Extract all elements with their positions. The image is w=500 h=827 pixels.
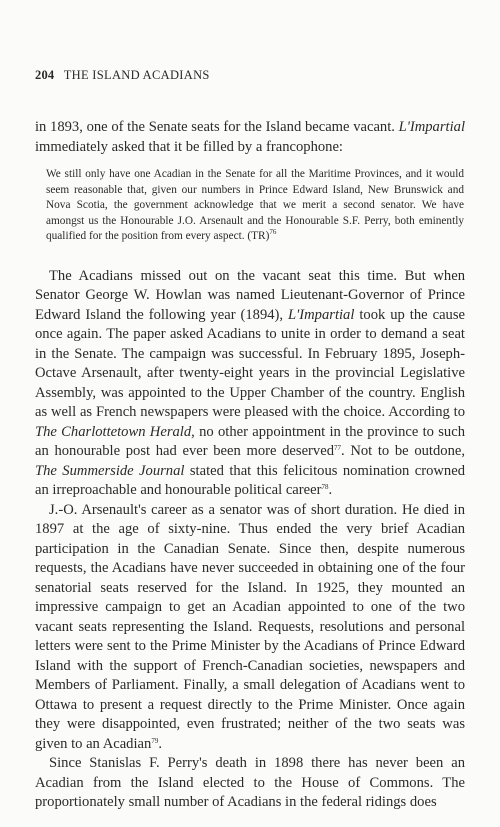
paragraph-4 [35, 754, 465, 813]
footnote-ref: 76 [269, 228, 277, 237]
newspaper-title: The Summerside Journal [35, 462, 185, 479]
body-text [35, 118, 465, 813]
text-run: . [328, 482, 333, 499]
text-run: stated that this felicitous nomination crowned an irreproachable and honourable political career [35, 462, 465, 499]
paragraph-gap [35, 257, 465, 267]
text-run: . Not to be outdone, [341, 443, 465, 460]
paragraph-2 [35, 267, 465, 501]
text-run: J.-O. Arsenault's career as a senator was of short duration. He died in 1897 at the age of sixty-nine. Thus ended the very brief Acadian participation in the Canadian Senate. Since then, despite numerous requests, the Acadians have never succeeded in obtaining one of the four senatorial seats reserved for the Island. In 1925, they mounted an impressive campaign to get an Acadian appointed to one of the two vacant seats representing the Island. Requests, resolutions and personal letters were sent to the Prime Minister by the Acadians of Prince Edward Island with the support of French-Canadian societies, newspapers and Members of Parliament. Finally, a small delegation of Acadians went to Ottawa to present a request directly to the Prime Minister. Once again they were disappointed, even frustrated; neither of the two seats was given to an Acadian [35, 501, 465, 752]
text-run: took up the cause once again. The paper asked Acadians to unite in order to demand a seat in the Senate. The campaign was successful. In February 1895, Joseph-Octave Arsenault, after twenty-eight years in the provincial Legislative Assembly, was appointed to the Upper Chamber of the country. English as well as French newspapers were pleased with the choice. According to [35, 306, 466, 421]
text-run: . [158, 735, 162, 752]
paragraph-3 [35, 501, 465, 755]
text-run: , no other appointment in the province to such an honourable post had ever been more deserved [35, 423, 466, 460]
running-title: THE ISLAND ACADIANS [63, 68, 210, 82]
text-run: immediately asked that it be filled by a francophone: [35, 138, 343, 155]
paragraph-1 [35, 118, 465, 157]
newspaper-title: L'Impartial [398, 119, 465, 135]
text-run: in 1893, one of the Senate seats for the Island became vacant. [35, 119, 399, 135]
footnote-ref: 77 [334, 444, 341, 453]
block-quote [46, 167, 464, 245]
page-number: 204 [35, 68, 55, 82]
text-run: Since Stanislas F. Perry's death in 1898 there has never been an Acadian from the Island elected to the House of Commons. The proportionately small number of Acadians in the federal ridings does [35, 755, 465, 811]
quote-text: We still only have one Acadian in the Senate for all the Maritime Provinces, and it would seem reasonable that, given our numbers in Prince Edward Island, New Brunswick and Nova Scotia, the government acknowledge that we merit a second senator. We have amongst us the Honourable J.O. Arsenault and the Honourable S.F. Perry, both eminently qualified for the position from every aspect. (TR) [46, 168, 464, 243]
footnote-ref: 78 [321, 483, 329, 492]
newspaper-title: The Charlottetown Herald [35, 423, 192, 440]
running-header [35, 68, 210, 83]
footnote-ref: 79 [151, 736, 159, 745]
text-run: The Acadians missed out on the vacant seat this time. But when Senator George W. Howlan was named Lieutenant-Governor of Prince Edward Island the following year (1894), [35, 267, 465, 323]
newspaper-title: L'Impartial [288, 306, 355, 323]
